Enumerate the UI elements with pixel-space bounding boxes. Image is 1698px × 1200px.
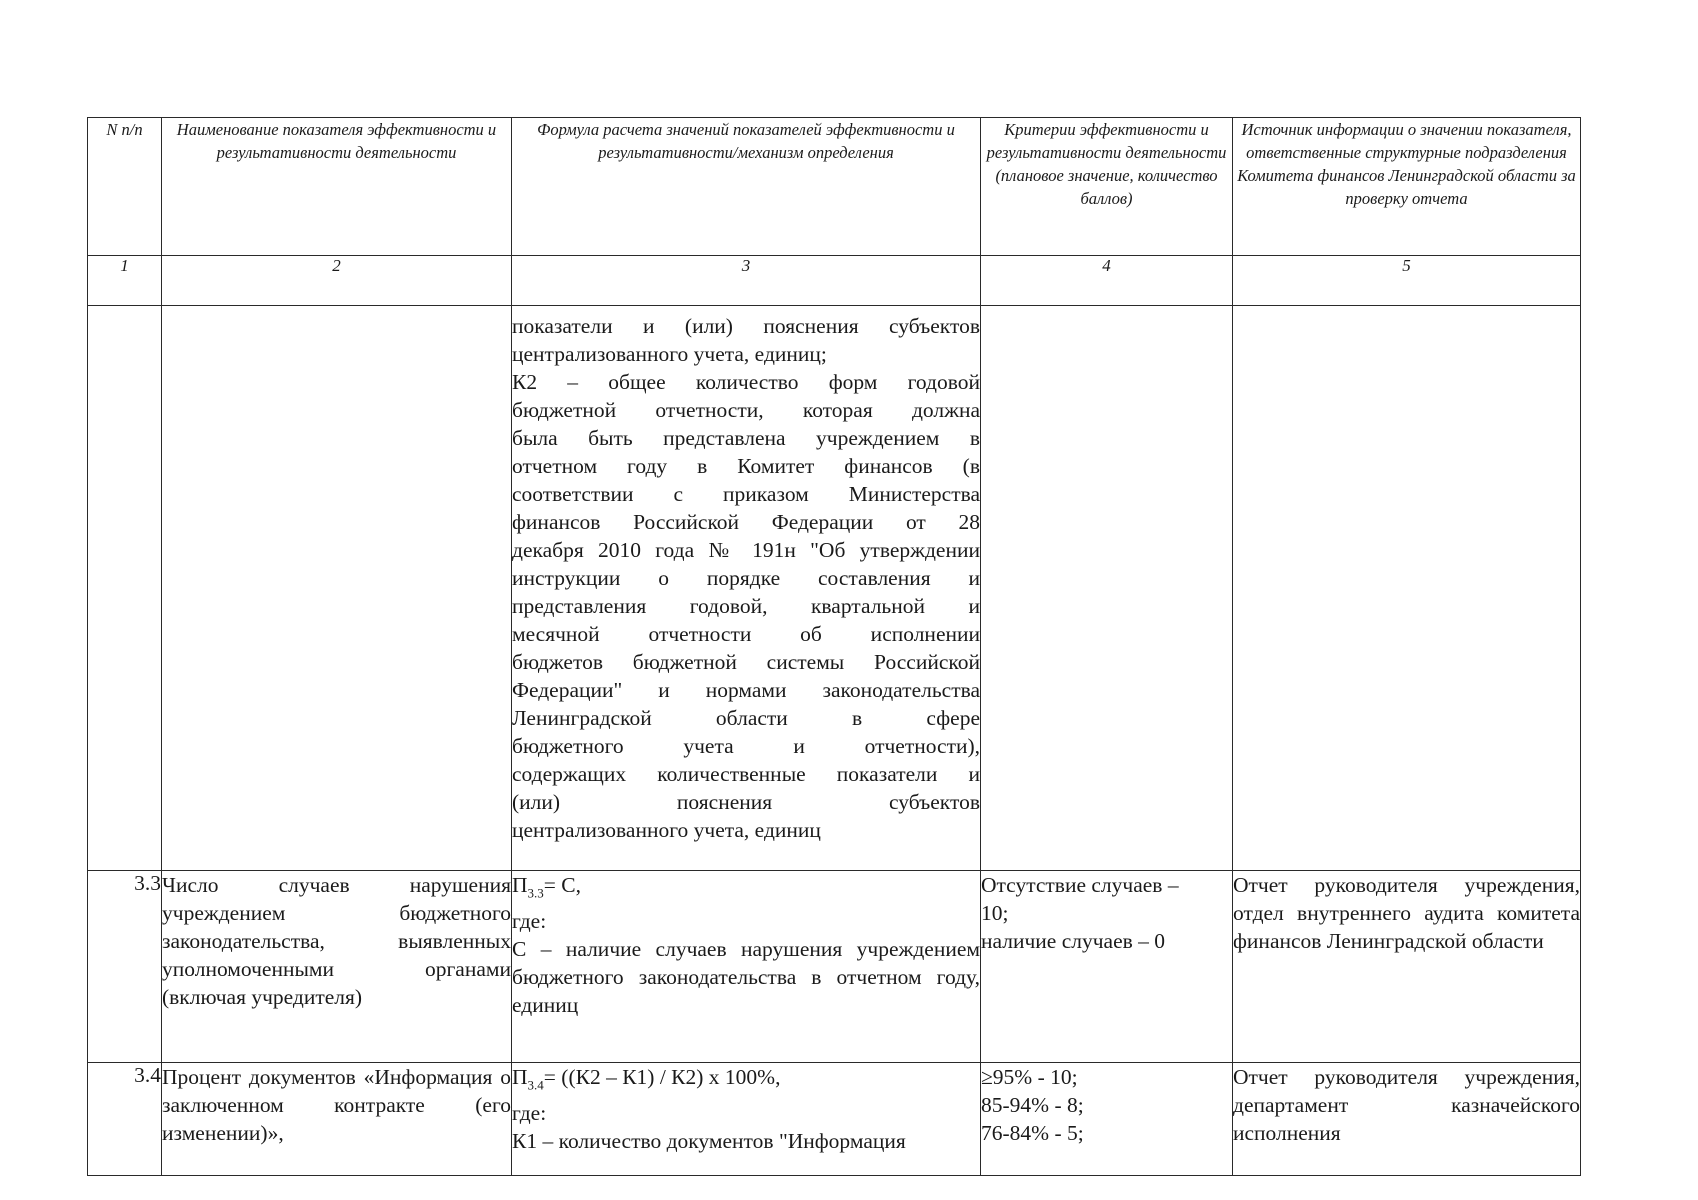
- formula-line: представления годовой, квартальной и: [512, 594, 980, 618]
- indicators-table: [87, 117, 1581, 1176]
- indicator-name: Число случаев нарушения учреждением бюджетного законодательства, выявленных уполномоченными органами (включая учредителя): [162, 871, 512, 1063]
- formula-line: (или) пояснения субъектов: [512, 790, 980, 814]
- formula-line: где:: [512, 909, 547, 934]
- criteria-line: 76-84% - 5;: [981, 1121, 1084, 1145]
- table-row: [88, 306, 1581, 871]
- indicator-name: [162, 306, 512, 871]
- formula-rest: = ((К2 – К1) / К2) х 100%,: [543, 1065, 781, 1089]
- formula-line: отчетном году в Комитет финансов (в: [512, 454, 980, 478]
- formula-symbol: П: [512, 873, 528, 897]
- criteria-line: 10;: [981, 901, 1009, 925]
- formula-line: показатели и (или) пояснения субъектов: [512, 314, 980, 338]
- formula-line: Ленинградской области в сфере: [512, 706, 980, 730]
- formula-rest: = С,: [543, 873, 581, 897]
- header-formula: Формула расчета значений показателей эффективности и результативности/механизм определения: [512, 118, 981, 256]
- formula-subscript: 3.3: [527, 885, 544, 901]
- row-number: 3.4: [88, 1063, 162, 1176]
- column-number-row: [88, 256, 1581, 306]
- formula-expression: [512, 1063, 980, 1099]
- formula-line: бюджетов бюджетной системы Российской: [512, 650, 980, 674]
- table-row: [88, 871, 1581, 1063]
- formula-cell: [512, 1063, 981, 1176]
- formula-symbol: П: [512, 1065, 528, 1089]
- row-number: [88, 306, 162, 871]
- formula-subscript: 3.4: [527, 1077, 544, 1093]
- formula-cell: [512, 871, 981, 1063]
- table-row: [88, 1063, 1581, 1176]
- source-cell: Отчет руководителя учреждения, отдел внутреннего аудита комитета финансов Ленинградской области: [1233, 871, 1581, 1063]
- formula-expression: [512, 871, 980, 907]
- formula-line: декабря 2010 года № 191н "Об утверждении: [512, 538, 980, 562]
- formula-line: С – наличие случаев нарушения учреждением бюджетного законодательства в отчетном году, единиц: [512, 937, 980, 1018]
- formula-line: инструкции о порядке составления и: [512, 566, 980, 590]
- formula-line: Федерации" и нормами законодательства: [512, 678, 980, 702]
- formula-line: финансов Российской Федерации от 28: [512, 510, 980, 534]
- source-cell: Отчет руководителя учреждения, департамент казначейского исполнения: [1233, 1063, 1581, 1176]
- column-number: 2: [162, 256, 512, 306]
- formula-line: содержащих количественные показатели и: [512, 762, 980, 786]
- criteria-line: 85-94% - 8;: [981, 1093, 1084, 1117]
- formula-line: была быть представлена учреждением в: [512, 426, 980, 450]
- formula-line: централизованного учета, единиц;: [512, 342, 827, 366]
- formula-line: бюджетного учета и отчетности),: [512, 734, 980, 758]
- header-number: N п/п: [88, 118, 162, 256]
- formula-line: соответствии с приказом Министерства: [512, 482, 980, 506]
- header-indicator-name: Наименование показателя эффективности и результативности деятельности: [162, 118, 512, 256]
- source-cell: [1233, 306, 1581, 871]
- formula-line: где:: [512, 1101, 547, 1126]
- criteria-cell: [981, 1063, 1233, 1176]
- formula-line: К2 – общее количество форм годовой: [512, 370, 980, 394]
- criteria-line: ≥95% - 10;: [981, 1065, 1078, 1089]
- criteria-cell: [981, 306, 1233, 871]
- column-number: 4: [981, 256, 1233, 306]
- table-header-row: [88, 118, 1581, 256]
- criteria-line: наличие случаев – 0: [981, 929, 1166, 953]
- column-number: 3: [512, 256, 981, 306]
- formula-cell: [512, 306, 981, 871]
- formula-line: бюджетной отчетности, которая должна: [512, 398, 980, 422]
- header-source: Источник информации о значении показателя, ответственные структурные подразделения Комитета финансов Ленинградской области за проверку отчета: [1233, 118, 1581, 256]
- indicator-name: Процент документов «Информация о заключенном контракте (его изменении)»,: [162, 1063, 512, 1176]
- formula-line: централизованного учета, единиц: [512, 818, 821, 842]
- criteria-line: Отсутствие случаев –: [981, 873, 1179, 897]
- formula-line: месячной отчетности об исполнении: [512, 622, 980, 646]
- header-criteria: Критерии эффективности и результативности деятельности (плановое значение, количество баллов): [981, 118, 1233, 256]
- column-number: 5: [1233, 256, 1581, 306]
- formula-line: К1 – количество документов "Информация: [512, 1129, 906, 1154]
- row-number: 3.3: [88, 871, 162, 1063]
- criteria-cell: [981, 871, 1233, 1063]
- column-number: 1: [88, 256, 162, 306]
